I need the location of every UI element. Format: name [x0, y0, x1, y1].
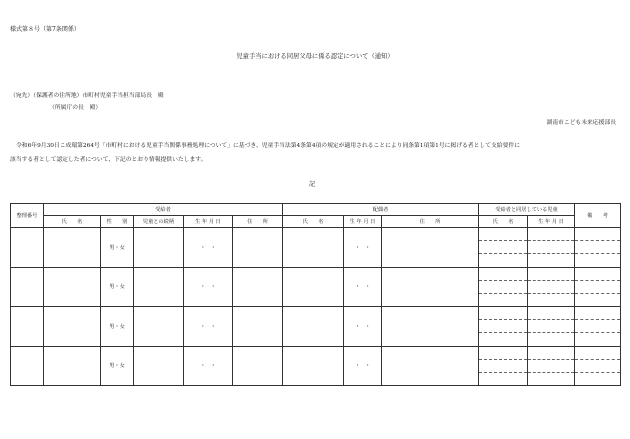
cell-recipient-sex[interactable]: 男・女 [101, 228, 134, 268]
table-row [11, 346, 621, 386]
subheader-recipient-name: 氏 名 [44, 216, 101, 228]
cell-spouse-dob[interactable]: ・ ・ [344, 228, 382, 268]
subheader-spouse-address: 住 所 [382, 216, 479, 228]
subheader-recipient-relation: 児童との続柄 [134, 216, 184, 228]
cell-recipient-sex[interactable]: 男・女 [101, 346, 134, 386]
document-title: 児童手当における同居父母に係る認定について（通知） [236, 53, 394, 60]
cell-child-name[interactable] [479, 346, 528, 386]
cell-recipient-sex[interactable]: 男・女 [101, 267, 134, 307]
body-line-1: 令和6年9月30日こ成環第264号「市町村における児童手当関係事務処理について」に基づき、児童手当法第4条第4項の規定が適用されることにより同条第1項第1号に掲げる者として支給要件に [16, 143, 520, 149]
cell-remarks[interactable] [575, 346, 621, 386]
cell-child-dob[interactable] [528, 346, 575, 386]
cell-serial[interactable] [11, 346, 44, 386]
ki-heading: 記 [308, 181, 315, 188]
cell-recipient-relation[interactable] [134, 307, 184, 347]
cell-child-dob[interactable] [528, 307, 575, 347]
cell-spouse-dob[interactable]: ・ ・ [344, 267, 382, 307]
cell-recipient-name[interactable] [44, 228, 101, 268]
cell-spouse-address[interactable] [382, 267, 479, 307]
header-cohabiting: 受給者と同居している児童 [479, 204, 575, 216]
table-subheader-row [11, 216, 621, 228]
addressee-line-2: （所属庁の長 殿） [49, 105, 102, 111]
subheader-child-name: 氏 名 [479, 216, 528, 228]
cell-recipient-relation[interactable] [134, 267, 184, 307]
table-header-row [11, 204, 621, 216]
cell-child-dob[interactable] [528, 228, 575, 268]
cell-recipient-sex[interactable]: 男・女 [101, 307, 134, 347]
cell-serial[interactable] [11, 228, 44, 268]
cell-remarks[interactable] [575, 267, 621, 307]
addressee-line-1: （宛先）（保護者の住所地）市町村児童手当担当部局長 殿 [10, 93, 164, 99]
subheader-recipient-address: 住 所 [233, 216, 283, 228]
cell-recipient-address[interactable] [233, 228, 283, 268]
header-remarks: 備 考 [575, 204, 621, 228]
cell-spouse-name[interactable] [283, 307, 344, 347]
cell-recipient-dob[interactable]: ・ ・ [184, 267, 233, 307]
cell-spouse-address[interactable] [382, 228, 479, 268]
table-row [11, 307, 621, 347]
form-number: 様式第８号（第7条関係） [10, 26, 80, 33]
cell-serial[interactable] [11, 267, 44, 307]
cell-child-name[interactable] [479, 228, 528, 268]
sender: 湖南市こども未来応援部長 [546, 120, 616, 126]
cell-recipient-name[interactable] [44, 346, 101, 386]
subheader-spouse-dob: 生 年 月 日 [344, 216, 382, 228]
subheader-recipient-sex: 性 別 [101, 216, 134, 228]
cell-recipient-dob[interactable]: ・ ・ [184, 307, 233, 347]
table-row [11, 267, 621, 307]
cell-remarks[interactable] [575, 307, 621, 347]
subheader-spouse-name: 氏 名 [283, 216, 344, 228]
cell-recipient-dob[interactable]: ・ ・ [184, 346, 233, 386]
cell-recipient-address[interactable] [233, 346, 283, 386]
cell-remarks[interactable] [575, 228, 621, 268]
cell-recipient-address[interactable] [233, 307, 283, 347]
cell-spouse-dob[interactable]: ・ ・ [344, 346, 382, 386]
cell-child-name[interactable] [479, 267, 528, 307]
subheader-child-dob: 生 年 月 日 [528, 216, 575, 228]
cell-spouse-name[interactable] [283, 267, 344, 307]
cell-recipient-name[interactable] [44, 267, 101, 307]
header-recipient: 受給者 [44, 204, 283, 216]
cell-recipient-address[interactable] [233, 267, 283, 307]
cell-serial[interactable] [11, 307, 44, 347]
cell-recipient-relation[interactable] [134, 346, 184, 386]
cell-spouse-name[interactable] [283, 228, 344, 268]
cell-spouse-name[interactable] [283, 346, 344, 386]
body-line-2: 該当する者として認定した者について、下記のとおり情報提供いたします。 [10, 157, 207, 163]
cell-spouse-dob[interactable]: ・ ・ [344, 307, 382, 347]
info-table [10, 203, 621, 386]
cell-child-dob[interactable] [528, 267, 575, 307]
cell-child-name[interactable] [479, 307, 528, 347]
cell-recipient-relation[interactable] [134, 228, 184, 268]
subheader-recipient-dob: 生 年 月 日 [184, 216, 233, 228]
cell-spouse-address[interactable] [382, 307, 479, 347]
cell-recipient-dob[interactable]: ・ ・ [184, 228, 233, 268]
cell-spouse-address[interactable] [382, 346, 479, 386]
header-spouse: 配偶者 [283, 204, 479, 216]
table-row [11, 228, 621, 268]
cell-recipient-name[interactable] [44, 307, 101, 347]
header-serial: 整理番号 [11, 204, 44, 228]
